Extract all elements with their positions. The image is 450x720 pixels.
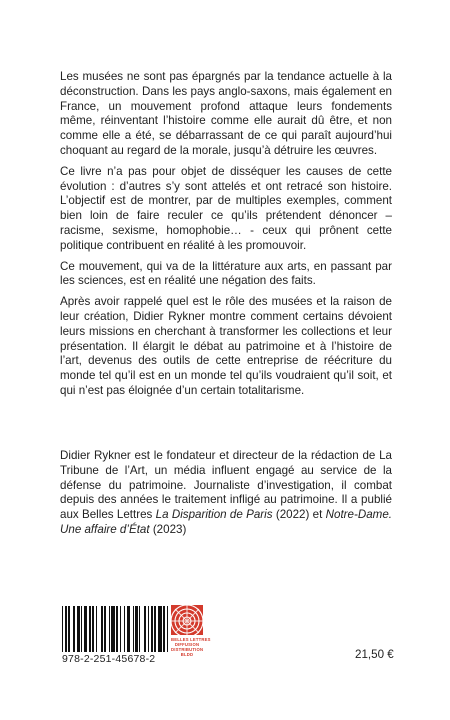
publisher-logo xyxy=(171,605,211,657)
summary-paragraph-2: Ce livre n’a pas pour objet de disséquer les causes de cette évolution : d’autres s’y sont attelés et ont retracé son histoire. L’objectif est de montrer, par de multiples exemples, comment bien loin de faire reculer ce qu’ils prétendent dénoncer – racisme, sexisme, homophobie… - ceux qui prônent cette politique contribuent en réalité à les promouvoir. xyxy=(60,164,392,252)
isbn-number: 978-2-251-45678-2 xyxy=(62,653,156,665)
summary-paragraph-1: Les musées ne sont pas épargnés par la tendance actuelle à la déconstruction. Dans les pays anglo-saxons, mais également en France, un mouvement profond attaque leurs fondements même, réinventant l’histoire comme elle aurait dû être, et non comme elle a été, se débarrassant de ce qui paraît aujourd’hui choquant au regard de la morale, jusqu’à détruire les œuvres. xyxy=(60,70,392,157)
book-year-1: (2022) xyxy=(272,508,310,522)
book-title-1: La Disparition de Paris xyxy=(155,508,273,522)
logo-line-1: BELLES LETTRES xyxy=(171,637,211,642)
price: 21,50 € xyxy=(355,648,394,661)
logo-line-3: DISTRIBUTION xyxy=(171,647,204,652)
barcode-bar xyxy=(168,606,169,652)
summary-paragraph-4: Après avoir rappelé quel est le rôle des musées et la raison de leur création, Didier Rykner montre comment certains dévoient leurs missions en cherchant à transformer les collections et leur présentation. Il élargit le débat au patrimoine et à l’histoire de l’art, devenus des outils de cette entreprise de réécriture du monde tel qu’il est en un monde tel qu’ils voudraient qu’il soit, et qui n’est pas éloignée d’un certain totalitarisme. xyxy=(60,295,392,397)
publisher-logo-icon xyxy=(171,605,203,635)
book-title-2: Notre-Dame. Une affaire d’État xyxy=(60,508,392,536)
summary-text xyxy=(60,70,392,405)
publisher-logo-text xyxy=(171,637,211,657)
summary-paragraph-3: Ce mouvement, qui va de la littérature aux arts, en passant par les sciences, est en réalité une négation des faits. xyxy=(60,259,392,288)
author-bio-paragraph xyxy=(60,449,392,538)
isbn-barcode xyxy=(62,606,170,652)
bio-text: Didier Rykner est le fondateur et directeur de la rédaction de La Tribune de l’Art, un média influent engagé au service de la défense du patrimoine. Journaliste d’investigation, il combat depuis des années le traitement infligé au patrimoine. Il a publié aux Belles Lettres xyxy=(60,449,392,522)
logo-line-4: BLDD xyxy=(180,652,194,657)
bio-conjunction: et xyxy=(309,508,326,522)
book-year-2: (2023) xyxy=(149,522,187,536)
logo-line-2: DIFFUSION xyxy=(174,642,200,647)
author-bio xyxy=(60,449,392,544)
